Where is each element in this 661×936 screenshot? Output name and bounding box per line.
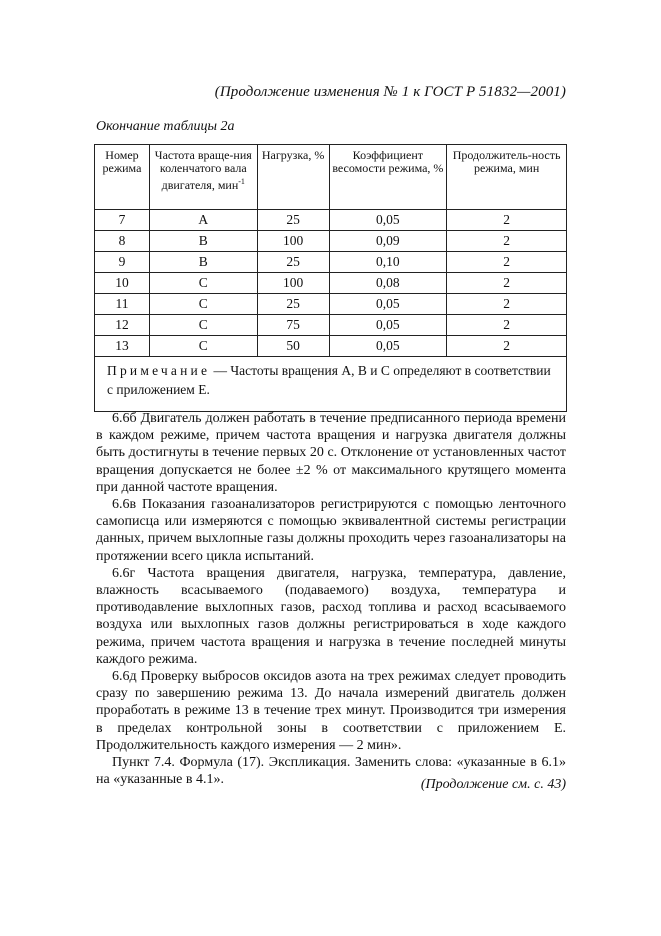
header-speed bbox=[149, 145, 257, 210]
cell-speed: C bbox=[149, 273, 257, 294]
cell-duration: 2 bbox=[447, 294, 567, 315]
continuation-header: (Продолжение изменения № 1 к ГОСТ Р 51832—2001) bbox=[214, 84, 566, 100]
body-text bbox=[96, 410, 566, 788]
cell-duration: 2 bbox=[447, 315, 567, 336]
paragraph-6-6d: 6.6д Проверку выбросов оксидов азота на трех режимах следует проводить сразу по завершению режима 13. До начала измерений двигатель должен проработать в режиме 13 в течение трех минут. Производится три измерения в пределах контрольной зоны в соответствии с приложением Е. Продолжительность каждого измерения — 2 мин». bbox=[96, 669, 566, 753]
header-duration: Продолжитель-ность режима, мин bbox=[447, 145, 567, 210]
cell-mode: 11 bbox=[95, 294, 150, 315]
table-row bbox=[95, 336, 567, 357]
cell-coef: 0,05 bbox=[329, 210, 447, 231]
paragraph-6-6b: 6.6б Двигатель должен работать в течение предписанного периода времени в каждом режиме, причем частота вращения и нагрузка двигателя должны быть достигнуты в течение первых 20 с. Отклонение от установленных частот вращения допускается не более ±2 % от максимального крутящего момента при данной частоте вращения. bbox=[96, 411, 566, 495]
paragraph-6-6v: 6.6в Показания газоанализаторов регистрируются с помощью ленточного самописца или измеряются с помощью эквивалентной системы регистрации данных, причем выхлопные газы должны проходить через газоанализаторы на протяжении всего цикла испытаний. bbox=[96, 497, 566, 564]
table-row bbox=[95, 252, 567, 273]
table-row bbox=[95, 294, 567, 315]
modes-table bbox=[94, 144, 567, 412]
cell-mode: 13 bbox=[95, 336, 150, 357]
cell-load: 25 bbox=[257, 210, 329, 231]
cell-speed: B bbox=[149, 231, 257, 252]
cell-duration: 2 bbox=[447, 210, 567, 231]
cell-load: 50 bbox=[257, 336, 329, 357]
paragraph-7-4: Пункт 7.4. Формула (17). Экспликация. Заменить слова: «указанные в 6.1» на «указанные в 4.1». bbox=[96, 755, 566, 788]
cell-duration: 2 bbox=[447, 273, 567, 294]
cell-load: 100 bbox=[257, 273, 329, 294]
cell-coef: 0,05 bbox=[329, 336, 447, 357]
cell-speed: B bbox=[149, 252, 257, 273]
table-row bbox=[95, 315, 567, 336]
header-mode: Номер режима bbox=[95, 145, 150, 210]
note-label: Примечание bbox=[107, 363, 211, 378]
header-speed-sup: -1 bbox=[238, 177, 245, 186]
table-note bbox=[95, 357, 567, 412]
table-note-row bbox=[95, 357, 567, 412]
header-speed-text: Частота враще-ния коленчатого вала двигателя, мин bbox=[154, 148, 252, 192]
cell-duration: 2 bbox=[447, 231, 567, 252]
table-row bbox=[95, 231, 567, 252]
note-text: — Частоты вращения А, В и С определяют в соответствии с приложением Е. bbox=[107, 363, 551, 397]
cell-load: 25 bbox=[257, 294, 329, 315]
header-load: Нагрузка, % bbox=[257, 145, 329, 210]
cell-speed: C bbox=[149, 336, 257, 357]
table-caption: Окончание таблицы 2а bbox=[96, 119, 235, 134]
header-coef: Коэффициент весомости режима, % bbox=[329, 145, 447, 210]
cell-speed: A bbox=[149, 210, 257, 231]
cell-coef: 0,09 bbox=[329, 231, 447, 252]
cell-coef: 0,05 bbox=[329, 294, 447, 315]
cell-mode: 9 bbox=[95, 252, 150, 273]
cell-load: 100 bbox=[257, 231, 329, 252]
continuation-footer: (Продолжение см. с. 43) bbox=[420, 777, 566, 792]
cell-duration: 2 bbox=[447, 336, 567, 357]
cell-mode: 8 bbox=[95, 231, 150, 252]
paragraph-6-6g: 6.6г Частота вращения двигателя, нагрузка, температура, давление, влажность всасываемого (подаваемого) воздуха, температура и противодавление выхлопных газов, расход топлива и расход всасываемого воздуха или выхлопных газов должны регистрироваться в ходе каждого режима, причем частота вращения и нагрузка в течение последней минуты каждого режима. bbox=[96, 565, 566, 667]
cell-coef: 0,10 bbox=[329, 252, 447, 273]
cell-coef: 0,05 bbox=[329, 315, 447, 336]
cell-load: 25 bbox=[257, 252, 329, 273]
cell-duration: 2 bbox=[447, 252, 567, 273]
cell-coef: 0,08 bbox=[329, 273, 447, 294]
table-row bbox=[95, 210, 567, 231]
table-row bbox=[95, 273, 567, 294]
cell-load: 75 bbox=[257, 315, 329, 336]
cell-mode: 10 bbox=[95, 273, 150, 294]
cell-speed: C bbox=[149, 294, 257, 315]
cell-speed: C bbox=[149, 315, 257, 336]
cell-mode: 12 bbox=[95, 315, 150, 336]
table-header-row bbox=[95, 145, 567, 210]
cell-mode: 7 bbox=[95, 210, 150, 231]
